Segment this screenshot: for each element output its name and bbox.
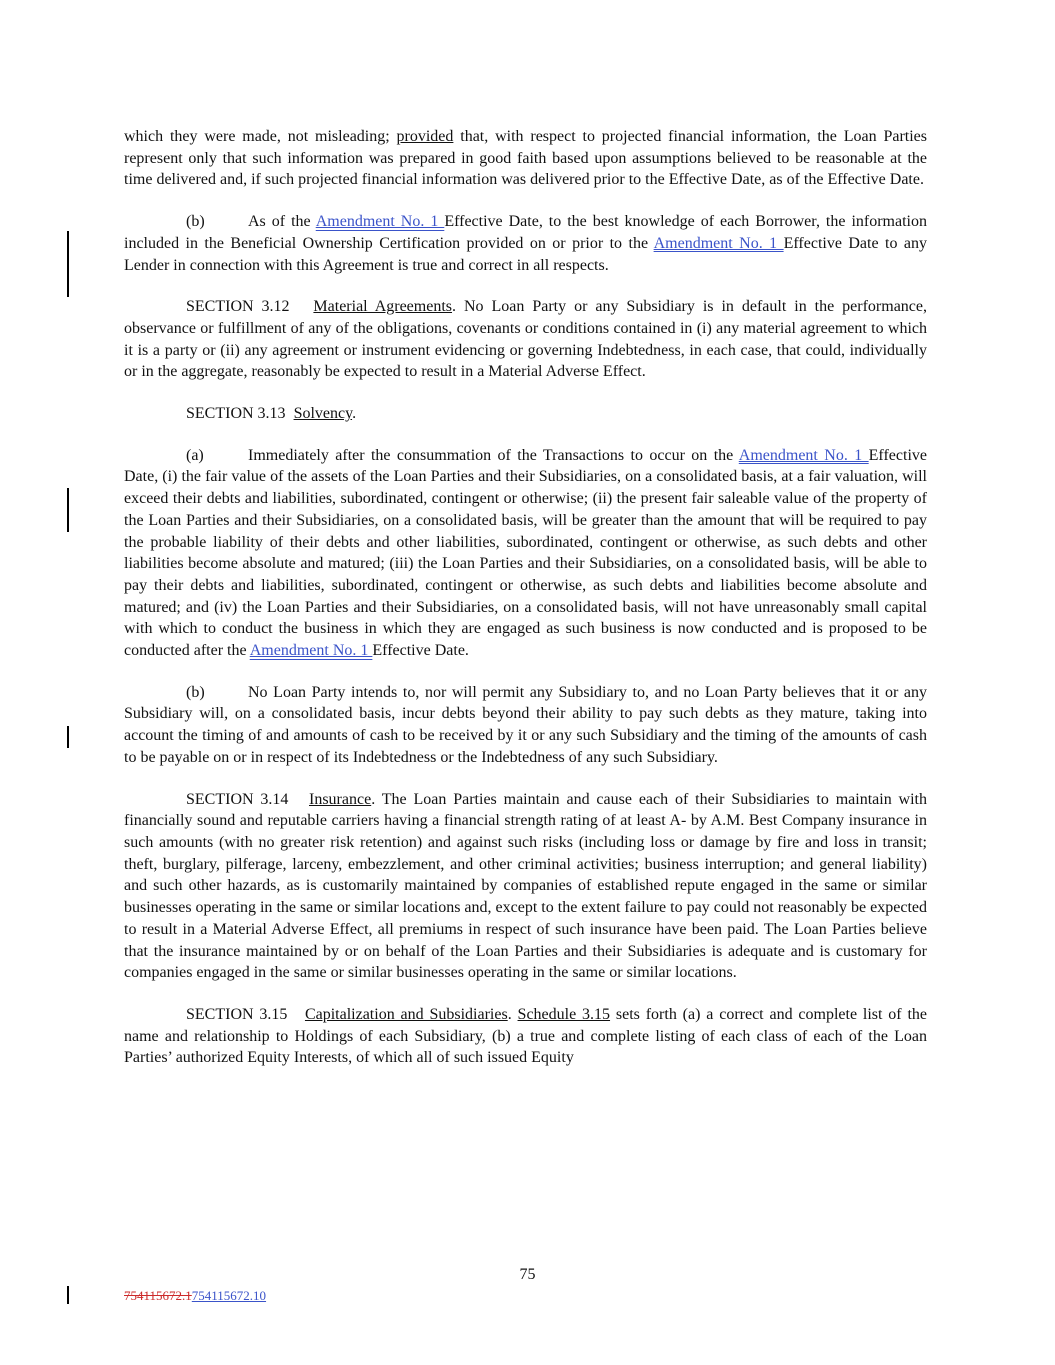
inserted-doc-id: 754115672.10 <box>191 1288 267 1303</box>
section-title: Capitalization and Subsidiaries <box>304 1005 508 1023</box>
provided-term: provided <box>396 128 454 145</box>
section-3-13-heading: SECTION 3.13 Solvency. <box>186 405 357 423</box>
section-3-12: SECTION 3.12 Material Agreements. No Loan Party or any Subsidiary is in default in the performance, observance or fulfillment of any of the obligations, covenants or conditions contained in (i) any material agreement to which it is a party or (ii) any agreement or instrument evidencing or governing Indebtedness, in each case, that could, individually or in the aggregate, reasonably be expected to result in a Material Adverse Effect. <box>124 298 928 381</box>
inserted-text: Amendment No. 1 <box>653 234 784 252</box>
inserted-text: Amendment No. 1 <box>738 446 869 464</box>
inserted-text: Amendment No. 1 <box>315 213 445 231</box>
document-body <box>124 126 927 1089</box>
clause-label: (b) <box>186 683 205 701</box>
page-number: 75 <box>519 1266 536 1283</box>
inserted-text: Amendment No. 1 <box>249 642 373 660</box>
schedule-reference: Schedule 3.15 <box>517 1005 611 1023</box>
section-title: Material Agreements <box>313 298 453 316</box>
section-3-14: SECTION 3.14 Insurance. The Loan Parties maintain and cause each of their Subsidiaries to maintain with financially sound and reputable carriers having a financial strength rating of at least A- by A.M. Best Company insurance in such amounts (with no greater risk retention) and against such risks (including loss or damage by fire and loss in transit; theft, burglary, pilferage, larceny, embezzlement, and other criminal activities; business interruption; and general liability) and such other hazards, as is customarily maintained by companies of established repute engaged in the same or similar businesses operating in the same or similar locations and, except to the extent failure to pay could not reasonably be expected to result in a Material Adverse Effect, all premiums in respect of such insurance have been paid. The Loan Parties believe that the insurance maintained by or on behalf of the Loan Parties and their Subsidiaries is adequate and is customary for companies engaged in the same or similar businesses operating in the same or similar locations. <box>124 790 928 982</box>
paragraph-3-13-b: (b) No Loan Party intends to, nor will permit any Subsidiary to, and no Loan Party believes that it or any Subsidiary will, on a consolidated basis, incur debts beyond their ability to pay such debts as they mature, taking into account the timing of and amounts of cash to be received by it or any such Subsidiary and the timing of the amounts of cash to be payable on or in respect of its Indebtedness or the Indebtedness of any such Subsidiary. <box>124 683 927 766</box>
paragraph-3-13-a: (a) Immediately after the consummation of the Transactions to occur on the Amendment No. 1 Effective Date, (i) the fair value of the assets of the Loan Parties and their Subsidiaries, on a consolidated basis, at a fair valuation, will exceed their debts and liabilities, subordinated, contingent or otherwise; (ii) the present fair saleable value of the property of the Loan Parties and their Subsidiaries, on a consolidated basis, will be greater than the amount that will be required to pay the probable liability of their debts and other liabilities, subordinated, contingent or otherwise, as such debts and other liabilities become absolute and matured; (iii) the Loan Parties and their Subsidiaries, on a consolidated basis, will be able to pay their debts and liabilities, subordinated, contingent or otherwise, as such debts and liabilities become absolute and matured; and (iv) the Loan Parties and their Subsidiaries, on a consolidated basis, will not have unreasonably small capital with which to conduct the business in which they are engaged as such business is now conducted and is proposed to be conducted after the Amendment No. 1 Effective Date. <box>124 446 927 660</box>
change-bar <box>67 1286 69 1304</box>
deleted-doc-id: 754115672.1 <box>124 1288 192 1303</box>
change-bar <box>67 488 69 532</box>
section-title: Insurance <box>309 790 372 808</box>
section-number: SECTION 3.13 <box>186 405 286 423</box>
section-title: Solvency <box>293 405 353 423</box>
section-number: SECTION 3.12 <box>186 298 290 316</box>
section-number: SECTION 3.14 <box>186 790 289 808</box>
section-number: SECTION 3.15 <box>186 1005 288 1023</box>
clause-label: (a) <box>186 446 204 464</box>
document-id <box>124 1288 266 1304</box>
paragraph-continuation: which they were made, not misleading; provided that, with respect to projected financial information, the Loan Parties represent only that such information was prepared in good faith based upon assumptions believed to be reasonable at the time delivered and, if such projected financial information was delivered prior to the Effective Date, as of the Effective Date. <box>124 128 928 189</box>
clause-label: (b) <box>186 213 205 231</box>
paragraph-3-11-b: (b) As of the Amendment No. 1 Effective Date, to the best knowledge of each Borrower, the information included in the Beneficial Ownership Certification provided on or prior to the Amendment No. 1 Effective Date to any Lender in connection with this Agreement is true and correct in all respects. <box>124 213 928 274</box>
change-bar <box>67 726 69 748</box>
section-3-15: SECTION 3.15 Capitalization and Subsidiaries. Schedule 3.15 sets forth (a) a correct and complete list of the name and relationship to Holdings of each Subsidiary, (b) a true and complete listing of each class of each of the Loan Parties’ authorized Equity Interests, of which all of such issued Equity <box>124 1005 928 1067</box>
change-bar <box>67 231 69 297</box>
